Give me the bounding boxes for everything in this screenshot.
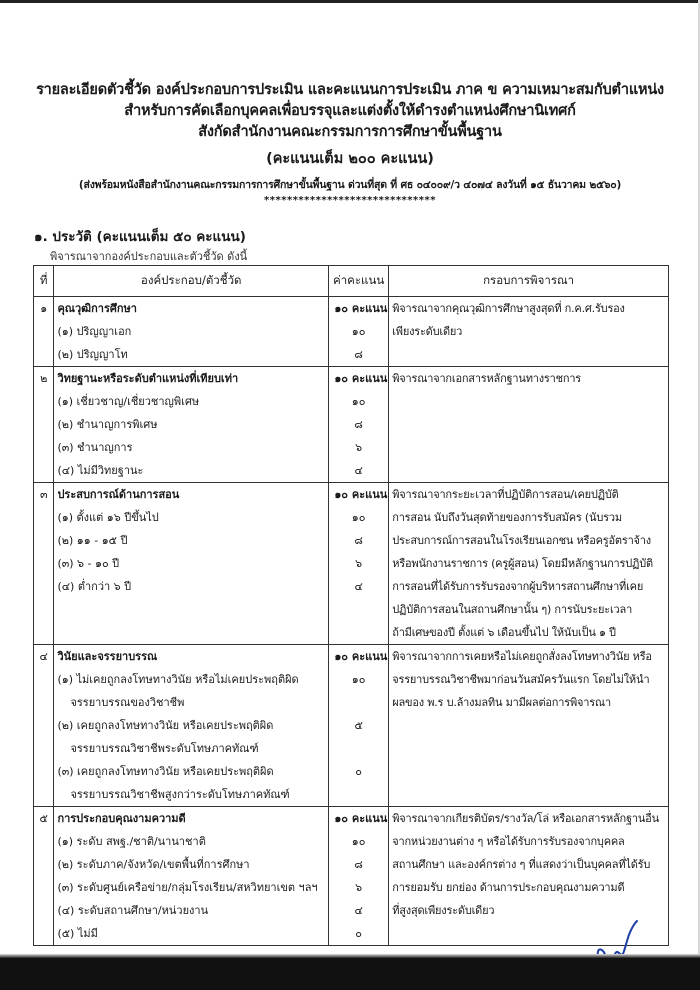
cell-item (54, 297, 329, 367)
criterion-title: วินัยและจรรยาบรรณ (57, 650, 158, 663)
cell-frame (389, 645, 669, 807)
consideration-text: สถานศึกษา และองค์กรต่าง ๆ ที่แสดงว่าเป็นบุคคลที่ได้รับ (392, 858, 651, 871)
consideration-text: พิจารณาจากเกียรติบัตร/รางวัล/โล่ หรือเอกสารหลักฐานอื่น (392, 812, 659, 825)
item-score: ๘ (354, 858, 363, 871)
item-score (329, 691, 388, 714)
criterion-item: (๑) ระดับ สพฐ./ชาติ/นานาชาติ (57, 835, 206, 848)
table-header-row (34, 266, 669, 297)
criterion-item: (๔) ระดับสถานศึกษา/หน่วยงาน (57, 904, 209, 917)
blank-line (389, 459, 668, 482)
item-score: ๑๐ (351, 325, 366, 338)
blank-line (389, 390, 668, 413)
item-score: ๔ (354, 464, 363, 477)
cell-score (328, 297, 388, 367)
table-row (34, 367, 669, 483)
blank-line (389, 783, 668, 806)
item-score: ๑๐ (351, 835, 366, 848)
table-row (34, 645, 669, 807)
consideration-text: ผลของ พ.ร บ.ล้างมลทิน มามีผลต่อการพิจารณา (392, 696, 611, 709)
separator: ****************************** (264, 195, 436, 206)
row-number: ๔ (39, 650, 48, 663)
header-no: ที่ (34, 266, 54, 297)
table-row (34, 807, 669, 946)
item-score: ๘ (354, 418, 363, 431)
consideration-text: พิจารณาจากการเคยหรือไม่เคยถูกสั่งลงโทษทางวินัย หรือ (392, 650, 652, 663)
criterion-item: จรรยาบรรณวิชาชีพระดับโทษภาคทัณฑ์ (70, 742, 259, 755)
criterion-item: (๒) ชำนาญการพิเศษ (57, 418, 158, 431)
section-heading: ๑. ประวัติ (คะแนนเต็ม ๕๐ คะแนน) (34, 229, 246, 245)
blank-line (389, 737, 668, 760)
table-row (34, 297, 669, 367)
cell-no (34, 297, 54, 367)
criterion-item: (๔) ไม่มีวิทยฐานะ (57, 464, 144, 477)
reference-line: (ส่งพร้อมหนังสือสำนักงานคณะกรรมการการศึกษาขั้นพื้นฐาน ด่วนที่สุด ที่ ศธ ๐๔๐๐๙/ว ๔๐๗๔ ลงวันที่ ๑๕ ธันวาคม ๒๕๖๐) (78, 179, 622, 191)
header-score: ค่าคะแนน (328, 266, 388, 297)
item-score: ๖ (355, 441, 363, 454)
item-score: ๘ (354, 534, 363, 547)
cell-no (34, 645, 54, 807)
item-score: ๔ (354, 904, 363, 917)
criterion-item: (๓) เคยถูกลงโทษทางวินัย หรือเคยประพฤติผิด (57, 765, 274, 778)
title-line-3: สังกัดสำนักงานคณะกรรมการการศึกษาขั้นพื้นฐาน (198, 124, 502, 140)
criterion-item: (๔) ต่ำกว่า ๖ ปี (57, 580, 132, 593)
scan-top-edge (0, 0, 700, 3)
criterion-item: (๒) ๑๑ - ๑๕ ปี (57, 534, 128, 547)
cell-item (54, 645, 329, 807)
consideration-text: พิจารณาจากคุณวุฒิการศึกษาสูงสุดที่ ก.ค.ศ.รับรอง (392, 302, 625, 315)
criterion-item: (๑) ตั้งแต่ ๑๖ ปีขึ้นไป (57, 511, 159, 524)
max-score: ๑๐ คะแนน (334, 302, 388, 315)
item-score: ๐ (355, 765, 362, 778)
cell-frame (389, 483, 669, 645)
document-title (0, 80, 700, 143)
scan-bottom-edge (0, 958, 700, 990)
blank-line (389, 343, 668, 366)
consideration-text: ปฏิบัติการสอนในสถานศึกษานั้น ๆ) การนับระยะเวลา (392, 603, 633, 616)
blank-line (389, 436, 668, 459)
full-score: (คะแนนเต็ม ๒๐๐ คะแนน) (266, 151, 434, 167)
consideration-text: การสอนที่ได้รับการรับรองจากผู้บริหารสถานศึกษาที่เคย (392, 580, 644, 593)
item-score: ๖ (355, 557, 363, 570)
item-score: ๘ (354, 348, 363, 361)
item-score: ๑๐ (351, 511, 366, 524)
cell-item (54, 483, 329, 645)
section-subheading: พิจารณาจากองค์ประกอบและตัวชี้วัด ดังนี้ (50, 250, 248, 263)
max-score: ๑๐ คะแนน (334, 488, 388, 501)
cell-frame (389, 367, 669, 483)
consideration-text: การยอมรับ ยกย่อง ด้านการประกอบคุณงามความดี (392, 881, 625, 894)
consideration-text: พิจารณาจากเอกสารหลักฐานทางราชการ (392, 372, 582, 385)
blank-line (54, 621, 328, 644)
criterion-item: (๑) ไม่เคยถูกลงโทษทางวินัย หรือไม่เคยประพฤติผิด (57, 673, 299, 686)
blank-line (389, 760, 668, 783)
title-line-1: รายละเอียดตัวชี้วัด องค์ประกอบการประเมิน และคะแนนการประเมิน ภาค ข ความเหมาะสมกับตำแหน่ง (36, 82, 664, 98)
criterion-item: (๓) ๖ - ๑๐ ปี (57, 557, 120, 570)
criterion-item: (๕) ไม่มี (57, 927, 98, 940)
max-score: ๑๐ คะแนน (334, 372, 388, 385)
consideration-text: หรือพนักงานราชการ (ครูผู้สอน) โดยมีหลักฐานการปฏิบัติ (392, 557, 653, 570)
consideration-text: จรรยาบรรณวิชาชีพมาก่อนวันสมัครวันแรก โดยไม่ให้นำ (392, 673, 650, 686)
blank-line (389, 714, 668, 737)
criteria-table (33, 265, 669, 946)
blank-line (54, 598, 328, 621)
criterion-title: วิทยฐานะหรือระดับตำแหน่งที่เทียบเท่า (57, 372, 239, 385)
row-number: ๓ (39, 488, 48, 501)
consideration-text: ที่สูงสุดเพียงระดับเดียว (392, 904, 495, 917)
header-item: องค์ประกอบ/ตัวชี้วัด (54, 266, 329, 297)
criterion-item: (๓) ระดับศูนย์เครือข่าย/กลุ่มโรงเรียน/สหวิทยาเขต ฯลฯ (57, 881, 318, 894)
cell-item (54, 807, 329, 946)
table-row (34, 483, 669, 645)
blank-line (329, 598, 388, 621)
consideration-text: ถ้ามีเศษของปี ตั้งแต่ ๖ เดือนขึ้นไป ให้นับเป็น ๑ ปี (392, 626, 616, 639)
max-score: ๑๐ คะแนน (334, 812, 388, 825)
item-score: ๑๐ (351, 395, 366, 408)
consideration-text: จากหน่วยงานต่าง ๆ หรือได้รับการรับรองจากบุคคล (392, 835, 625, 848)
header-frame: กรอบการพิจารณา (389, 266, 669, 297)
max-score: ๑๐ คะแนน (334, 650, 388, 663)
consideration-text: พิจารณาจากระยะเวลาที่ปฏิบัติการสอน/เคยปฏิบัติ (392, 488, 619, 501)
criterion-item: (๓) ชำนาญการ (57, 441, 133, 454)
item-score (329, 737, 388, 760)
consideration-text: ประสบการณ์การสอนในโรงเรียนเอกชน หรือครูอัตราจ้าง (392, 534, 651, 547)
item-score (329, 783, 388, 806)
cell-no (34, 807, 54, 946)
blank-line (329, 621, 388, 644)
criterion-item: จรรยาบรรณของวิชาชีพ (70, 696, 185, 709)
consideration-text: การสอน นับถึงวันสุดท้ายของการรับสมัคร (นับรวม (392, 511, 622, 524)
item-score: ๐ (355, 927, 362, 940)
row-number: ๑ (40, 302, 48, 315)
criterion-title: ประสบการณ์ด้านการสอน (57, 488, 180, 501)
criterion-item: (๒) ระดับภาค/จังหวัด/เขตพื้นที่การศึกษา (57, 858, 250, 871)
cell-no (34, 483, 54, 645)
blank-line (389, 413, 668, 436)
cell-score (328, 807, 388, 946)
row-number: ๒ (40, 372, 48, 385)
criterion-item: (๑) ปริญญาเอก (57, 325, 132, 338)
item-score: ๕ (354, 719, 363, 732)
cell-item (54, 367, 329, 483)
item-score: ๖ (355, 881, 363, 894)
criterion-item: จรรยาบรรณวิชาชีพสูงกว่าระดับโทษภาคทัณฑ์ (70, 788, 290, 801)
criterion-title: คุณวุฒิการศึกษา (57, 302, 137, 315)
row-number: ๕ (39, 812, 48, 825)
cell-no (34, 367, 54, 483)
criterion-item: (๒) ปริญญาโท (57, 348, 128, 361)
criterion-item: (๒) เคยถูกลงโทษทางวินัย หรือเคยประพฤติผิด (57, 719, 274, 732)
consideration-text: เพียงระดับเดียว (392, 325, 463, 338)
title-line-2: สำหรับการคัดเลือกบุคคลเพื่อบรรจุและแต่งตั้งให้ดำรงตำแหน่งศึกษานิเทศก์ (124, 103, 576, 119)
item-score: ๑๐ (351, 673, 366, 686)
item-score: ๔ (354, 580, 363, 593)
criterion-title: การประกอบคุณงามความดี (57, 812, 186, 825)
table-body (34, 297, 669, 946)
cell-score (328, 367, 388, 483)
cell-frame (389, 297, 669, 367)
cell-score (328, 483, 388, 645)
cell-score (328, 645, 388, 807)
criterion-item: (๑) เชี่ยวชาญ/เชี่ยวชาญพิเศษ (57, 395, 200, 408)
